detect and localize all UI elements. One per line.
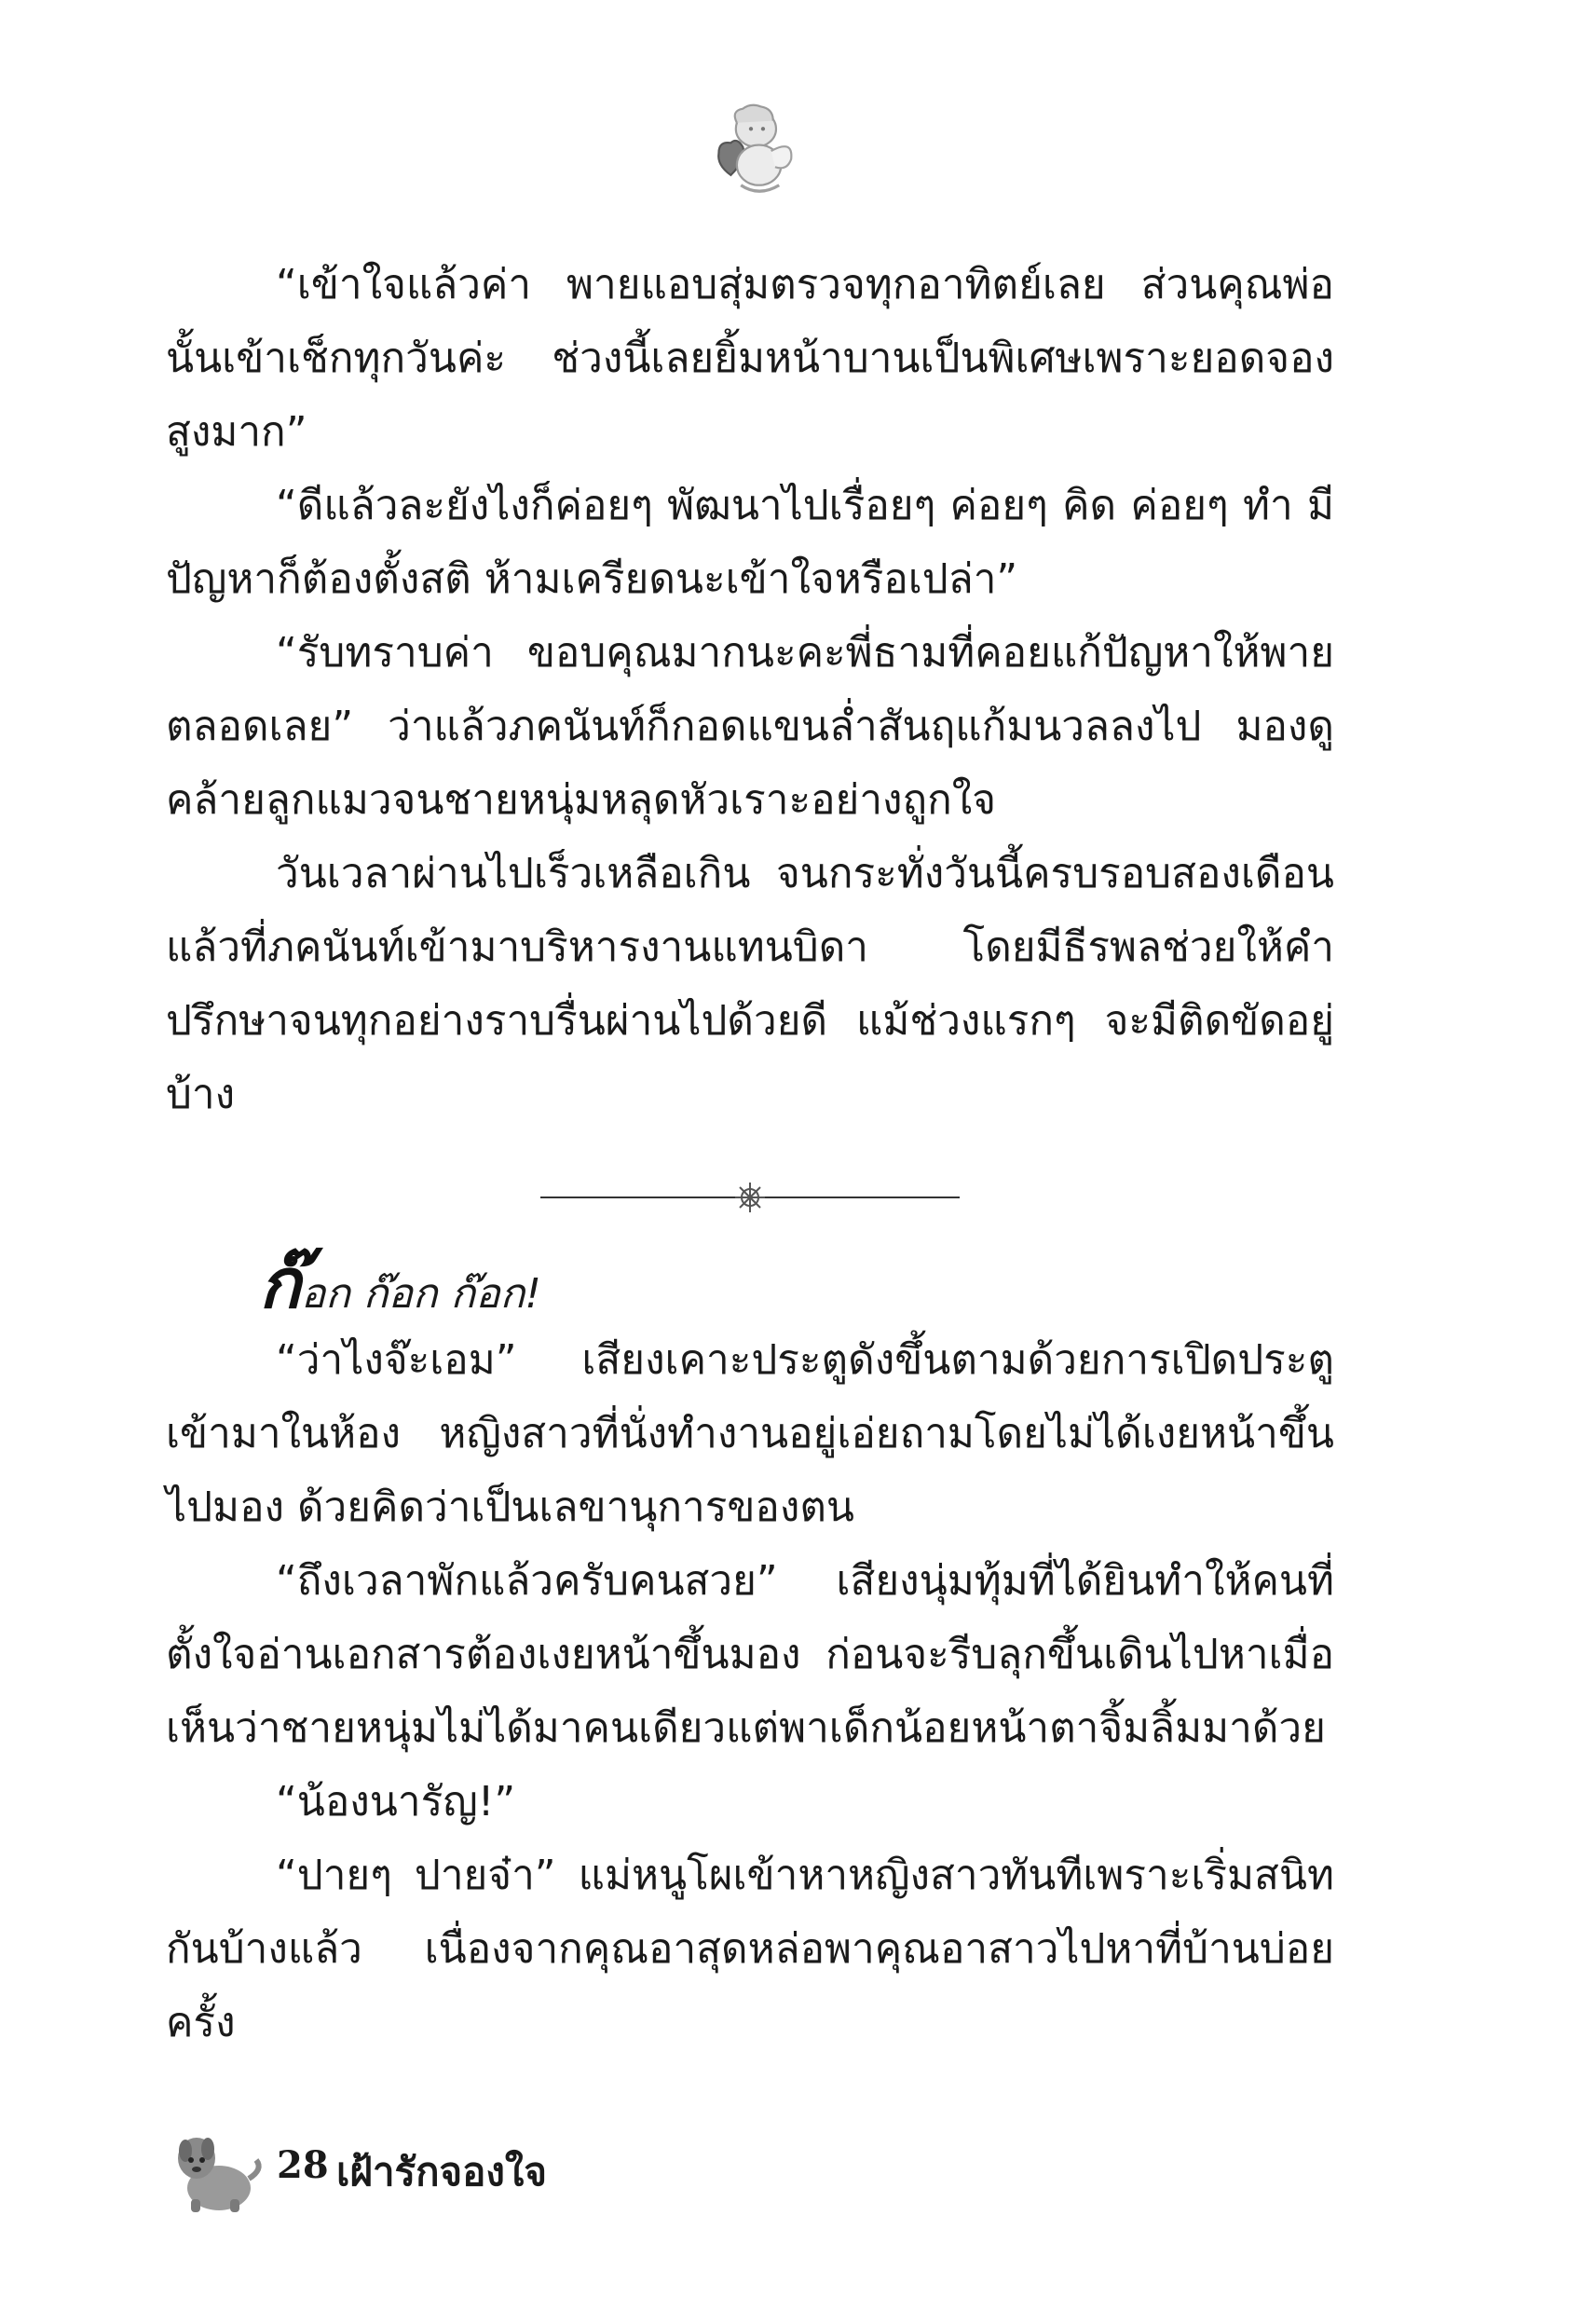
paragraph-3: “รับทราบค่า ขอบคุณมากนะคะพี่ธามที่คอยแก้ปัญหาให้พายตลอดเลย” ว่าแล้วภคนันท์ก็กอดแขนล่ำสันฤแก้มนวลลงไป มองดูคล้ายลูกแมวจนชายหนุ่มหลุดหัวเราะอย่างถูกใจ <box>166 629 1334 824</box>
paragraph-8: “ปายๆ ปายจ๋า” แม่หนูโผเข้าหาหญิงสาวทันทีเพราะเริ่มสนิทกันบ้างแล้ว เนื่องจากคุณอาสุดหล่อพาคุณอาสาวไปหาที่บ้านบ่อยครั้ง <box>166 1852 1334 2046</box>
puppy-icon <box>163 2123 266 2216</box>
drop-cap: ก๊ <box>259 1244 301 1324</box>
text-block-top <box>166 248 1334 1131</box>
opening-text: อก ก๊อก ก๊อก! <box>300 1270 541 1318</box>
page-number: 28 <box>277 2143 329 2187</box>
cherub-heart-icon <box>701 101 801 201</box>
paragraph-1: “เข้าใจแล้วค่า พายแอบสุ่มตรวจทุกอาทิตย์เลย ส่วนคุณพ่อนั้นเข้าเช็กทุกวันค่ะ ช่วงนี้เลยยิ้มหน้าบานเป็นพิเศษเพราะยอดจองสูงมาก” <box>166 261 1334 456</box>
text-block-bottom <box>166 1323 1334 2059</box>
paragraph-4: วันเวลาผ่านไปเร็วเหลือเกิน จนกระทั่งวันนี้ครบรอบสองเดือนแล้วที่ภคนันท์เข้ามาบริหารงานแทนบิดา โดยมีธีรพลช่วยให้คำปรึกษาจนทุกอย่างราบรื่นผ่านไปด้วยดี แม้ช่วงแรกๆ จะมีติดขัดอยู่บ้าง <box>166 850 1334 1118</box>
book-title: เฝ้ารักจองใจ <box>336 2149 547 2195</box>
paragraph-5: “ว่าไงจ๊ะเอม” เสียงเคาะประตูดังขึ้นตามด้วยการเปิดประตูเข้ามาในห้อง หญิงสาวที่นั่งทำงานอยู่เอ่ยถามโดยไม่ได้เงยหน้าขึ้นไปมอง ด้วยคิดว่าเป็นเลขานุการของตน <box>166 1336 1334 1531</box>
paragraph-6: “ถึงเวลาพักแล้วครับคนสวย” เสียงนุ่มทุ้มที่ได้ยินทำให้คนที่ตั้งใจอ่านเอกสารต้องเงยหน้าขึ้นมอง ก่อนจะรีบลุกขึ้นเดินไปหาเมื่อเห็นว่าชายหนุ่มไม่ได้มาคนเดียวแต่พาเด็กน้อยหน้าตาจิ้มลิ้มมาด้วย <box>166 1557 1334 1752</box>
snowflake-ornament-icon <box>540 1179 960 1216</box>
paragraph-2: “ดีแล้วละยังไงก็ค่อยๆ พัฒนาไปเรื่อยๆ ค่อยๆ คิด ค่อยๆ ทำ มีปัญหาก็ต้องตั้งสติ ห้ามเครียดนะเข้าใจหรือเปล่า” <box>166 482 1334 603</box>
page-footer <box>163 2123 722 2225</box>
paragraph-7: “น้องนารัญ!” <box>276 1778 516 1826</box>
section-opening <box>259 1228 911 1324</box>
